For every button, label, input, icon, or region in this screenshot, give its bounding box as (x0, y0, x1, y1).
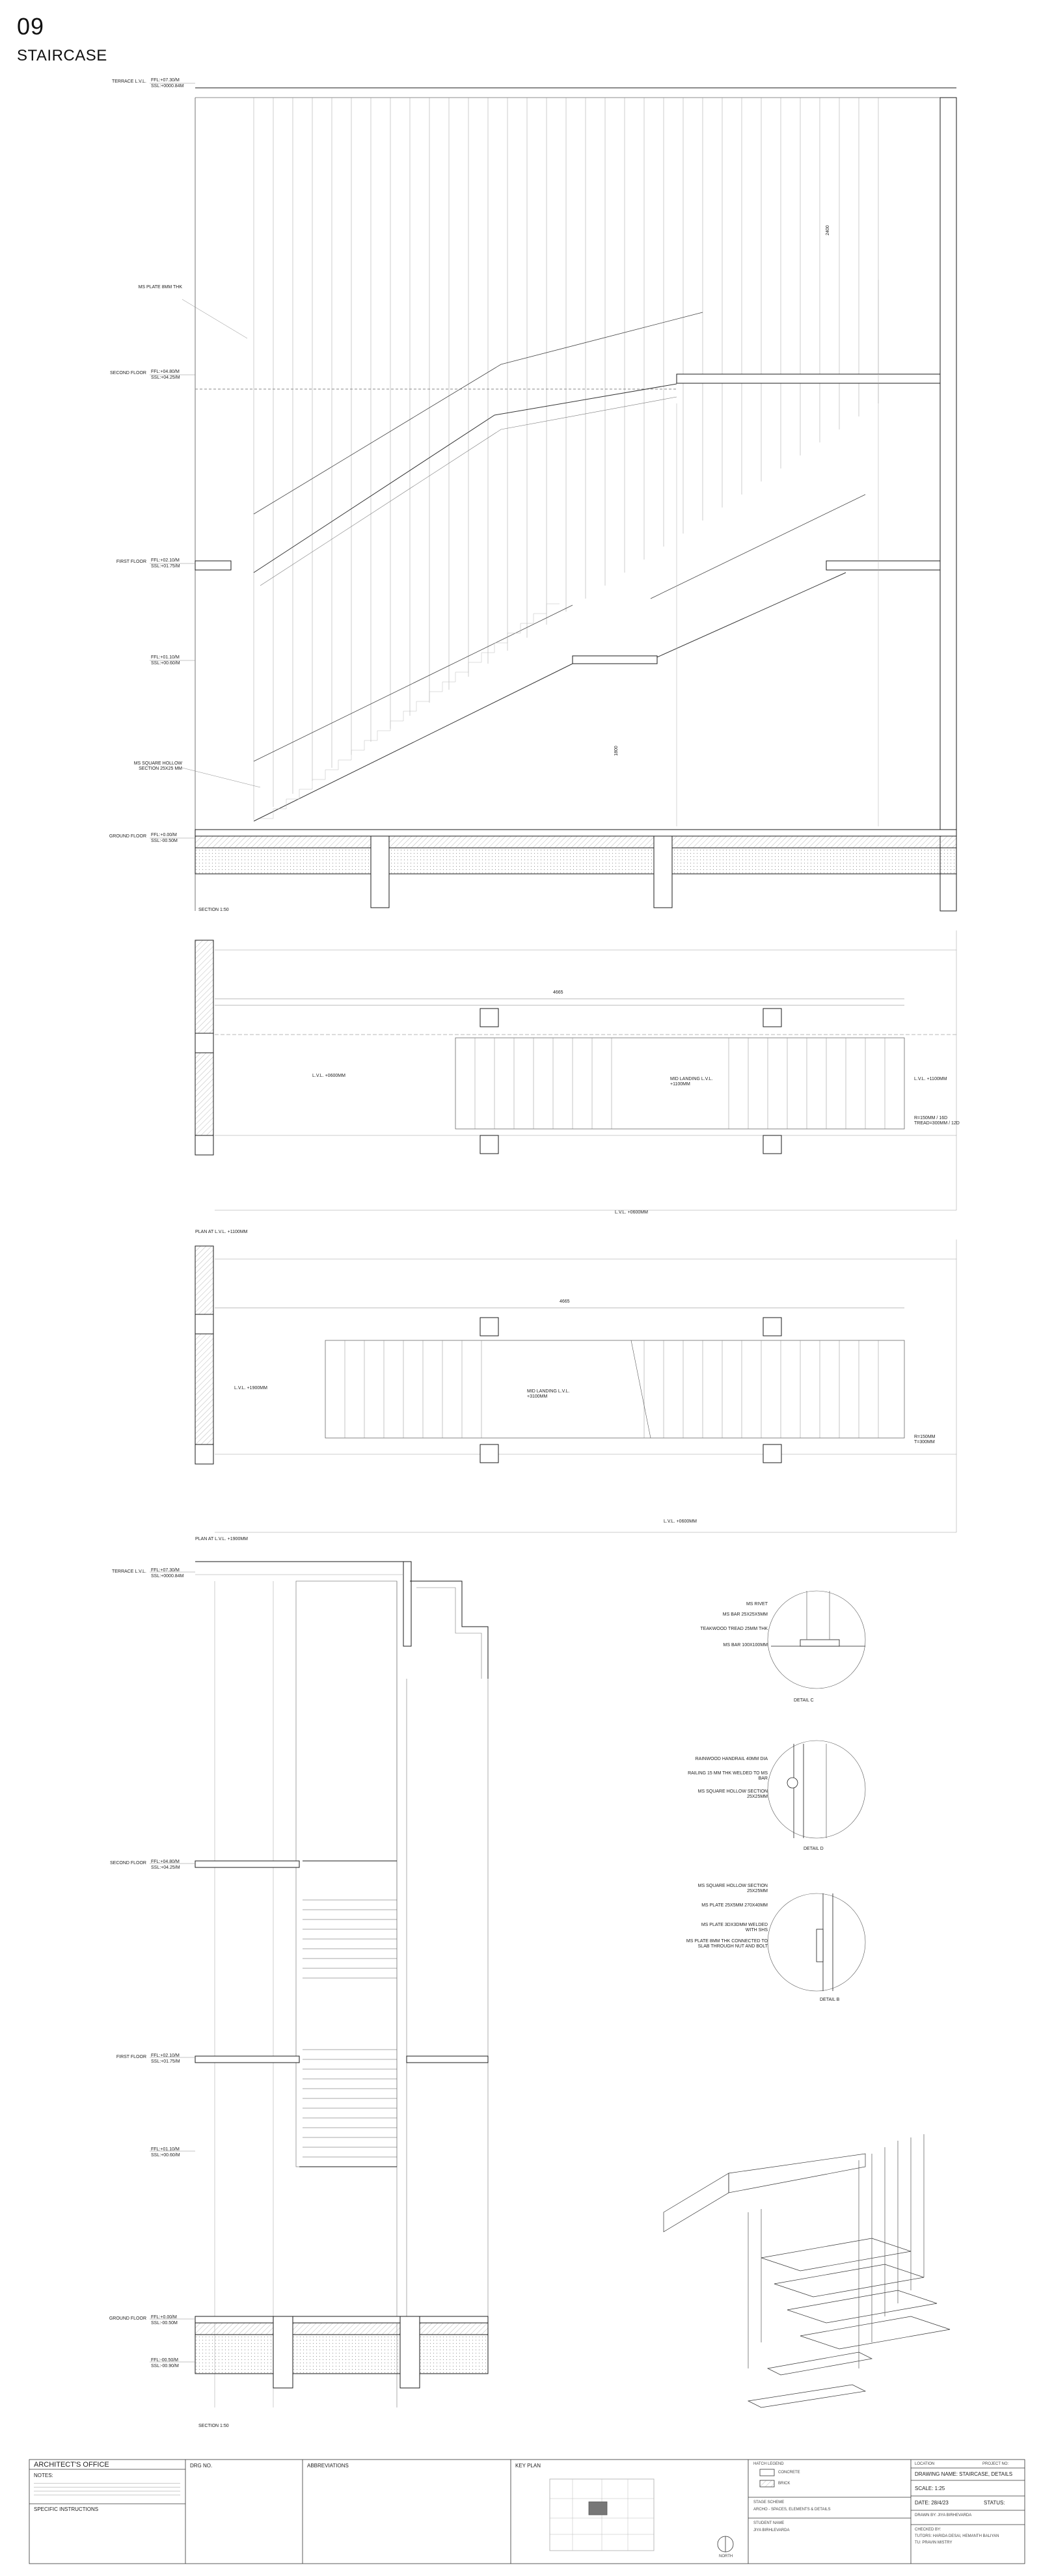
scale: SCALE: 1:25 (915, 2486, 945, 2491)
level-ssl: SSL:+01.75/M (151, 2059, 180, 2064)
drg-no: DRG NO. (190, 2463, 213, 2469)
level-ssl: SSL:+0000.84M (151, 1574, 184, 1579)
level-ssl: SSL:+00.60/M (151, 2153, 180, 2158)
office-name: ARCHITECT'S OFFICE (34, 2461, 109, 2469)
tutors: TUTORS: HARIDA DESAI, HEMANTH BALIYAN (915, 2534, 999, 2538)
level-ssl: SSL:-00.90/M (151, 2364, 179, 2368)
sheet-title: STAIRCASE (17, 47, 107, 64)
hatch-legend: HATCH LEGEND (753, 2462, 784, 2466)
detail-d-caption: DETAIL D (804, 1847, 824, 1851)
detail-d-note: RAILING 15 MM THK WELDED TO MS BAR (688, 1771, 768, 1781)
status: STATUS: (984, 2500, 1005, 2506)
level-ssl: SSL:-00.50M (151, 839, 178, 843)
plan-2-drawing (195, 1240, 956, 1532)
level-name: SECOND FLOOR (109, 1861, 146, 1865)
details-drawing (664, 1591, 950, 2407)
level-name: TERRACE L.V.L. (111, 79, 146, 84)
plan-2-mid: MID LANDING L.V.L. +3100MM (527, 1389, 570, 1399)
hatch-concrete: CONCRETE (778, 2471, 800, 2474)
date: DATE: 28/4/23 (915, 2500, 949, 2506)
drawn-by: DRAWN BY: JIYA BIRHEVARDA (915, 2514, 972, 2517)
level-ffl: FFL:+01.10/M (151, 2147, 180, 2152)
detail-b-note: MS PLATE 8MM THK CONNECTED TO SLAB THROUGH NUT AND BOLT (686, 1939, 768, 1949)
level-name: FIRST FLOOR (116, 560, 146, 564)
location: LOCATION (915, 2462, 935, 2466)
plan-1-mid: MID LANDING L.V.L. +1100MM (670, 1077, 713, 1087)
level-ffl: FFL:+04.80/M (151, 370, 180, 374)
level-ffl: FFL:+0.00/M (151, 2315, 177, 2320)
level-ffl: FFL:+04.80/M (151, 1860, 180, 1864)
plan-1-drawing (195, 930, 956, 1210)
section-1-caption: SECTION 1:50 (198, 908, 229, 912)
plan-1-lvl-left: L.V.L. +0600MM (312, 1074, 345, 1078)
hatch-brick: BRICK (778, 2482, 791, 2486)
dim-lower: 1800 (614, 746, 619, 756)
plan-2-riser: R=150MM T=300MM (914, 1435, 936, 1444)
section-2-caption: SECTION 1:50 (198, 2424, 229, 2428)
project-no: PROJECT NO: (982, 2462, 1009, 2466)
title-block-frame (29, 2460, 1025, 2564)
stage-name: STAGE SCHEME (753, 2501, 785, 2504)
level-ssl: SSL:+00.60/M (151, 661, 180, 666)
plan-2-lvl-bottom: L.V.L. +0600MM (664, 1519, 697, 1524)
notes-label: NOTES: (34, 2473, 53, 2478)
note-ms-hollow: MS SQUARE HOLLOW SECTION 25X25 MM (133, 761, 182, 771)
section-2-drawing (150, 1562, 488, 2407)
stage-value: ARCHO - SPACES, ELEMENTS & DETAILS (753, 2508, 831, 2512)
plan-2-top-dim: 4665 (560, 1299, 570, 1304)
level-name: GROUND FLOOR (109, 2316, 146, 2321)
level-ffl: FFL:+0.00/M (151, 833, 177, 837)
detail-d-note: RAINWOOD HANDRAIL 40MM DIA (695, 1757, 768, 1761)
plan-1-lvl-bottom: L.V.L. +0600MM (615, 1210, 648, 1215)
detail-d-note: MS SQUARE HOLLOW SECTION 25X25MM (697, 1789, 768, 1799)
level-ffl: FFL:+02.10/M (151, 2054, 180, 2058)
level-name: TERRACE L.V.L. (111, 1569, 146, 1574)
level-ffl: FFL:-00.50/M (151, 2358, 179, 2363)
level-name: FIRST FLOOR (116, 2055, 146, 2059)
sheet-number: 09 (17, 13, 45, 40)
specific-instructions: SPECIFIC INSTRUCTIONS (34, 2506, 99, 2512)
plan-1-top-dim: 4665 (553, 990, 563, 995)
notes-body (34, 2482, 180, 2497)
level-ssl: SSL:+01.75/M (151, 564, 180, 569)
detail-b-note: MS SQUARE HOLLOW SECTION 25X25MM (697, 1884, 768, 1893)
student-label: STUDENT NAME (753, 2521, 785, 2525)
detail-c-caption: DETAIL C (794, 1698, 814, 1703)
plan-2-lvl-left: L.V.L. +1900MM (234, 1386, 267, 1390)
level-ssl: SSL:+0000.84M (151, 84, 184, 88)
level-name: GROUND FLOOR (109, 834, 146, 839)
level-ssl: SSL:-00.50M (151, 2321, 178, 2325)
drawing-name: DRAWING NAME: STAIRCASE, DETAILS (915, 2471, 1013, 2477)
level-ssl: SSL:+04.25/M (151, 1865, 180, 1870)
plan-1-caption: PLAN AT L.V.L. +1100MM (195, 1230, 248, 1234)
checked-by: CHECKED BY: (915, 2528, 941, 2532)
level-ffl: FFL:+01.10/M (151, 655, 180, 660)
dim-upper: 2400 (825, 225, 830, 236)
level-label-terrace (78, 79, 146, 85)
level-name: SECOND FLOOR (109, 371, 146, 375)
detail-c-note: MS BAR 25X25X5MM (722, 1612, 768, 1617)
north-label: NORTH (719, 2555, 733, 2558)
level-ffl: FFL:+02.10/M (151, 558, 180, 563)
detail-b-note: MS PLATE 25X5MM 270X40MM (701, 1903, 768, 1908)
level-ffl: FFL:+07.30/M (151, 1568, 180, 1573)
detail-b-caption: DETAIL B (820, 1998, 840, 2002)
level-ssl: SSL:+04.25/M (151, 375, 180, 380)
plan-1-riser: R=150MM / 16D TREAD=300MM / 12D (914, 1116, 960, 1126)
note-ms-plate: MS PLATE 8MM THK (138, 285, 182, 290)
detail-b-note: MS PLATE 3DX3DMM WELDED WITH SHS (701, 1923, 768, 1932)
tu: TU: PRAVIN MISTRY (915, 2541, 953, 2545)
plan-1-lvl-right: L.V.L. +1100MM (914, 1077, 947, 1081)
section-1-drawing (150, 83, 956, 911)
detail-c-note: MS BAR 100X100MM (723, 1643, 768, 1647)
detail-c-note: MS RIVET (746, 1602, 768, 1607)
student-name: JIYA BIRHLEVARDA (753, 2529, 790, 2532)
abbreviations: ABBREVIATIONS (307, 2463, 349, 2469)
plan-2-caption: PLAN AT L.V.L. +1900MM (195, 1537, 249, 1541)
key-plan-label: KEY PLAN (515, 2463, 541, 2469)
level-ffl: FFL:+07.30/M (151, 78, 180, 83)
detail-c-note: TEAKWOOD TREAD 25MM THK (700, 1627, 768, 1631)
